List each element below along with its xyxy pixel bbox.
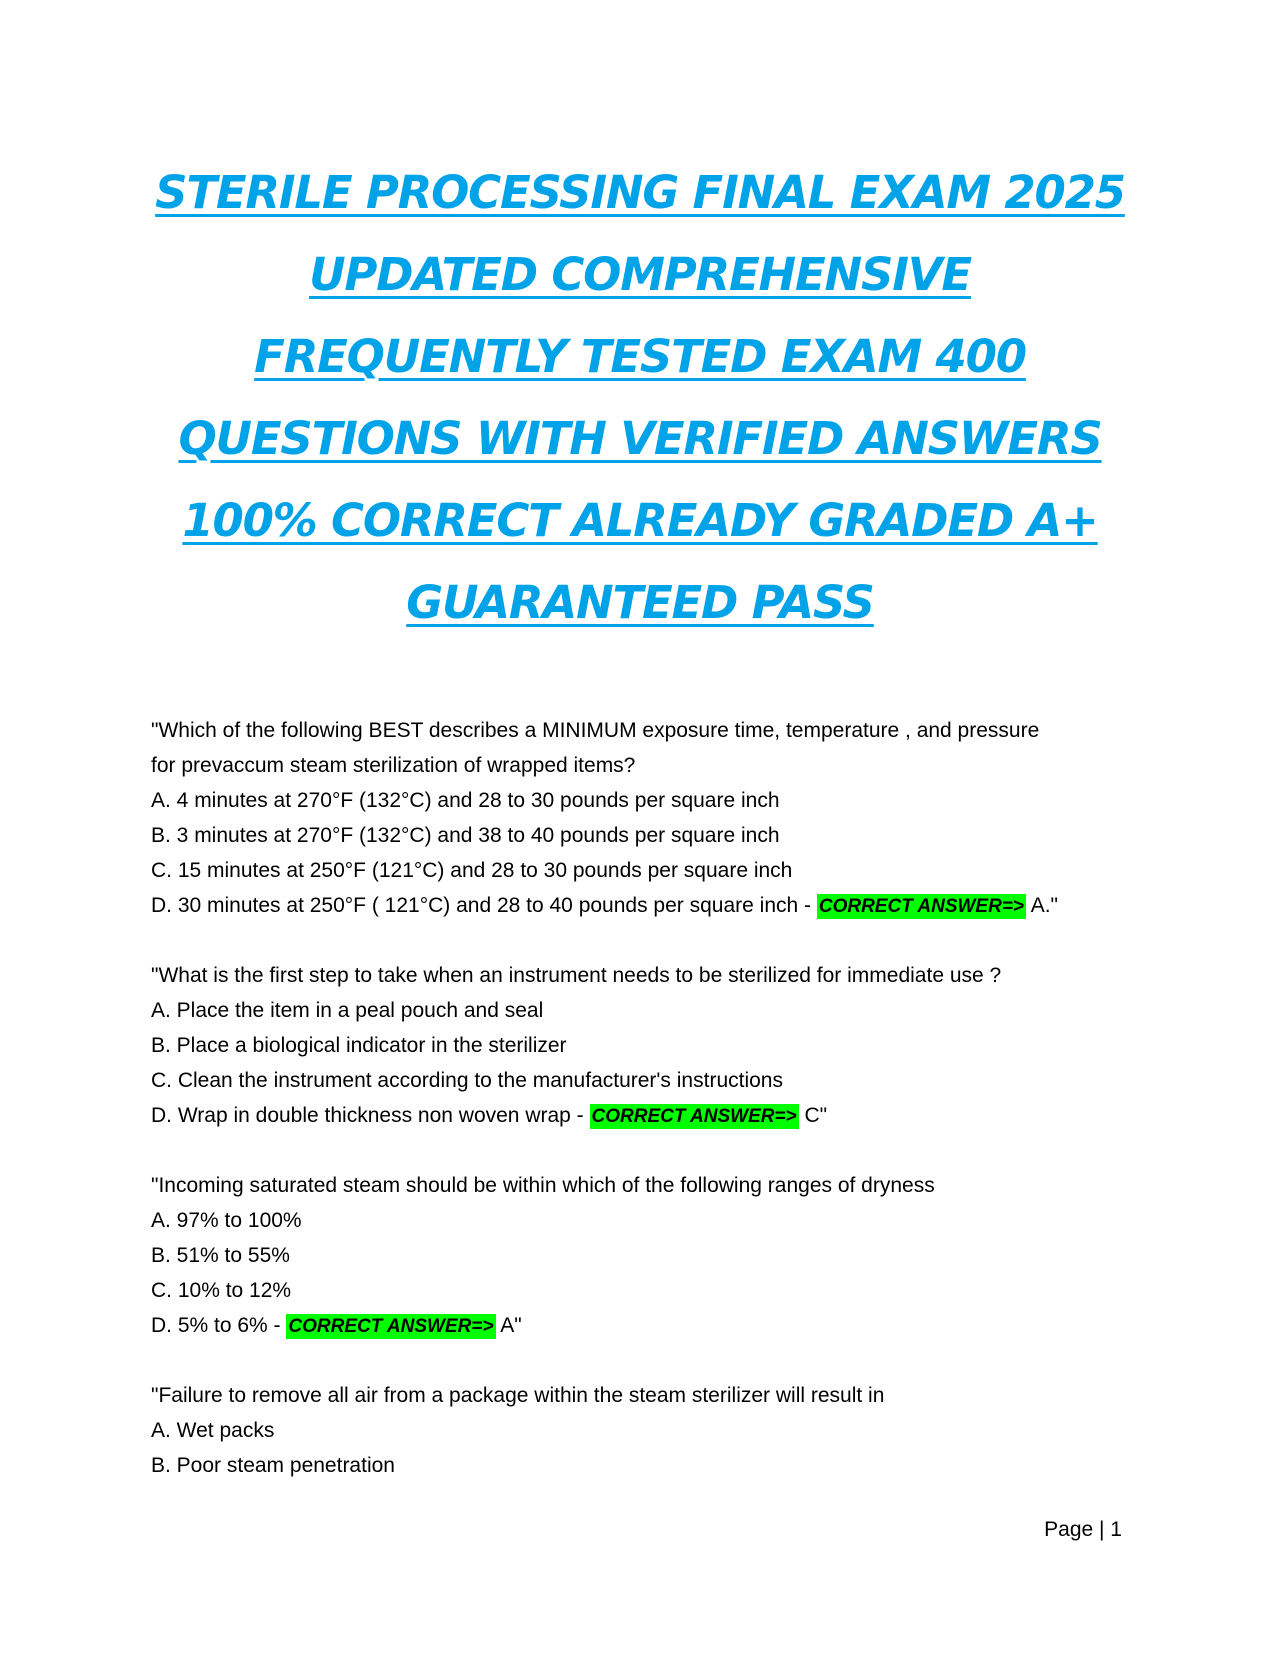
title-line: 100% CORRECT ALREADY GRADED A+ (182, 494, 1098, 547)
question-text: "Failure to remove all air from a package within the steam sterilizer will result in (151, 1384, 885, 1407)
correct-answer-value: A" (495, 1314, 522, 1337)
question-text: "Incoming saturated steam should be within which of the following ranges of dryness (151, 1174, 935, 1197)
answer-option-text: D. 5% to 6% - (151, 1314, 287, 1337)
answer-option-last (151, 888, 1141, 923)
answer-option: A. Wet packs (151, 1419, 275, 1442)
answer-option: C. 10% to 12% (151, 1279, 292, 1302)
answer-option: B. 51% to 55% (151, 1244, 290, 1267)
answer-option: A. 4 minutes at 270°F (132°C) and 28 to 30 pounds per square inch (151, 789, 780, 812)
correct-answer-highlight: CORRECT ANSWER=> (288, 1316, 494, 1337)
question-block (151, 713, 1141, 923)
correct-answer-highlight: CORRECT ANSWER=> (591, 1106, 797, 1127)
correct-answer-highlight: CORRECT ANSWER=> (818, 896, 1025, 917)
answer-option: B. 3 minutes at 270°F (132°C) and 38 to 40 pounds per square inch (151, 824, 780, 847)
answer-option-last (151, 1098, 1141, 1133)
correct-answer-value: C" (798, 1104, 828, 1127)
question-text: "Which of the following BEST describes a MINIMUM exposure time, temperature , and pressure (151, 719, 1040, 742)
answer-option-text: D. Wrap in double thickness non woven wrap - (151, 1104, 590, 1127)
title-line: UPDATED COMPREHENSIVE (309, 248, 971, 301)
title-line: STERILE PROCESSING FINAL EXAM 2025 (155, 166, 1125, 219)
answer-option: B. Poor steam penetration (151, 1454, 395, 1477)
page-number: Page | 1 (1044, 1518, 1122, 1541)
title-line: FREQUENTLY TESTED EXAM 400 (254, 330, 1026, 383)
blank-line (151, 923, 1141, 958)
question-list (151, 713, 1141, 1483)
blank-line (151, 1343, 1141, 1378)
answer-option: B. Place a biological indicator in the sterilizer (151, 1034, 567, 1057)
document-title (140, 152, 1140, 644)
answer-option-text: D. 30 minutes at 250°F ( 121°C) and 28 to 40 pounds per square inch - (151, 894, 817, 917)
question-block (151, 1378, 1141, 1483)
question-block (151, 958, 1141, 1133)
answer-option: C. 15 minutes at 250°F (121°C) and 28 to 30 pounds per square inch (151, 859, 793, 882)
question-block (151, 1168, 1141, 1343)
question-text: for prevaccum steam sterilization of wrapped items? (151, 754, 636, 777)
blank-line (151, 1133, 1141, 1168)
answer-option: A. 97% to 100% (151, 1209, 302, 1232)
answer-option: A. Place the item in a peal pouch and seal (151, 999, 544, 1022)
answer-option: C. Clean the instrument according to the manufacturer's instructions (151, 1069, 783, 1092)
question-text: "What is the first step to take when an instrument needs to be sterilized for immediate use ? (151, 964, 1002, 987)
title-line: GUARANTEED PASS (406, 576, 874, 629)
title-line: QUESTIONS WITH VERIFIED ANSWERS (178, 412, 1102, 465)
correct-answer-value: A." (1026, 894, 1058, 917)
answer-option-last (151, 1308, 1141, 1343)
